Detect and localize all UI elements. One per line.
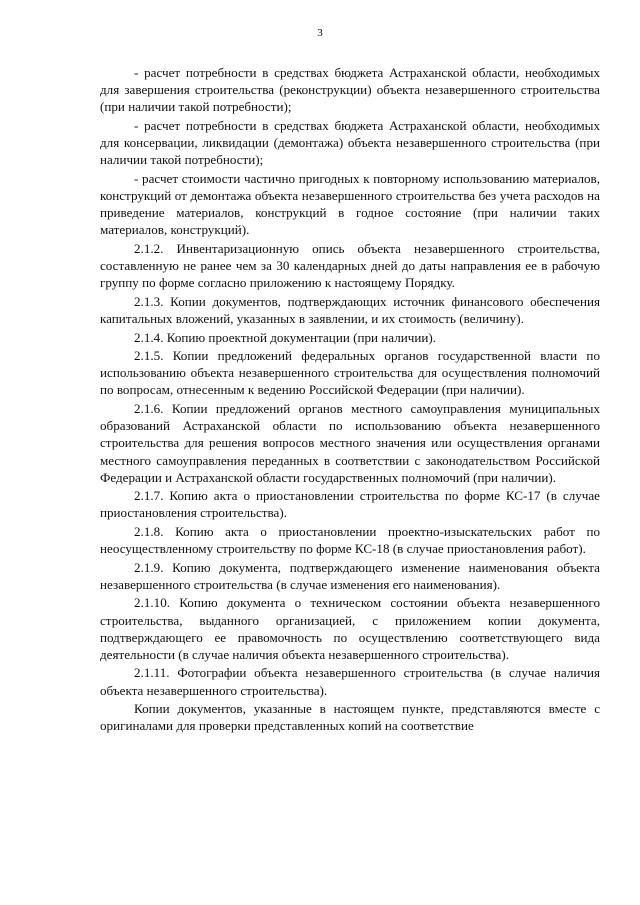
paragraph-budget-conservation-calculation: - расчет потребности в средствах бюджета Астраханской области, необходимых для консервации, ликвидации (демонтажа) объекта незавершенного строительства (при наличии такой потребности); [100, 117, 600, 168]
paragraph-2-1-10: 2.1.10. Копию документа о техническом состоянии объекта незавершенного строительства, выданного организацией, с приложением копии документа, подтверждающего ее правомочность по осуществлению соответствующего вида деятельности (в случае наличия объекта незавершенного строительства). [100, 595, 600, 662]
paragraph-2-1-5: 2.1.5. Копии предложений федеральных органов государственной власти по использованию объекта незавершенного строительства для осуществления полномочий по вопросам, отнесенным к ведению Российской Федерации (при наличии). [100, 348, 600, 398]
paragraph-2-1-6: 2.1.6. Копии предложений органов местного самоуправления муниципальных образований Астраханской области по использованию объекта незавершенного строительства для решения вопросов местного значения или осуществления органами местного самоуправления переданных в соответствии с законодательством Российской Федерации и Астраханской области государственных полномочий (при наличии). [100, 400, 600, 485]
paragraph-2-1-11: 2.1.11. Фотографии объекта незавершенного строительства (в случае наличия объекта незавершенного строительства). [100, 665, 600, 698]
paragraph-2-1-7: 2.1.7. Копию акта о приостановлении строительства по форме КС-17 (в случае приостановления строительства). [100, 488, 600, 521]
document-body [100, 64, 600, 735]
paragraph-2-1-8: 2.1.8. Копию акта о приостановлении проектно-изыскательских работ по неосуществленному строительству по форме КС-18 (в случае приостановления работ). [100, 523, 600, 557]
paragraph-budget-completion-calculation: - расчет потребности в средствах бюджета Астраханской области, необходимых для завершения строительства (реконструкции) объекта незавершенного строительства (при наличии такой потребности); [100, 65, 600, 115]
paragraph-2-1-2: 2.1.2. Инвентаризационную опись объекта незавершенного строительства, составленную не ранее чем за 30 календарных дней до даты направления ее в рабочую группу по форме согласно приложению к настоящему Порядку. [100, 240, 600, 291]
paragraph-copies-note: Копии документов, указанные в настоящем пункте, представляются вместе с оригиналами для проверки представленных копий на соответствие [100, 701, 600, 734]
paragraph-materials-cost-calculation: - расчет стоимости частично пригодных к повторному использованию материалов, конструкций от демонтажа объекта незавершенного строительства без учета расходов на приведение материалов, конструкций в годное состояние (при наличии таких материалов, конструкций). [100, 170, 600, 238]
page-number: 3 [317, 27, 323, 39]
paragraph-2-1-4: 2.1.4. Копию проектной документации (при наличии). [134, 329, 437, 345]
paragraph-2-1-9: 2.1.9. Копию документа, подтверждающего изменение наименования объекта незавершенного строительства (в случае изменения его наименования). [100, 559, 600, 592]
paragraph-2-1-3: 2.1.3. Копии документов, подтверждающих источник финансового обеспечения капитальных вложений, указанных в заявлении, и их стоимость (величину). [100, 293, 600, 327]
